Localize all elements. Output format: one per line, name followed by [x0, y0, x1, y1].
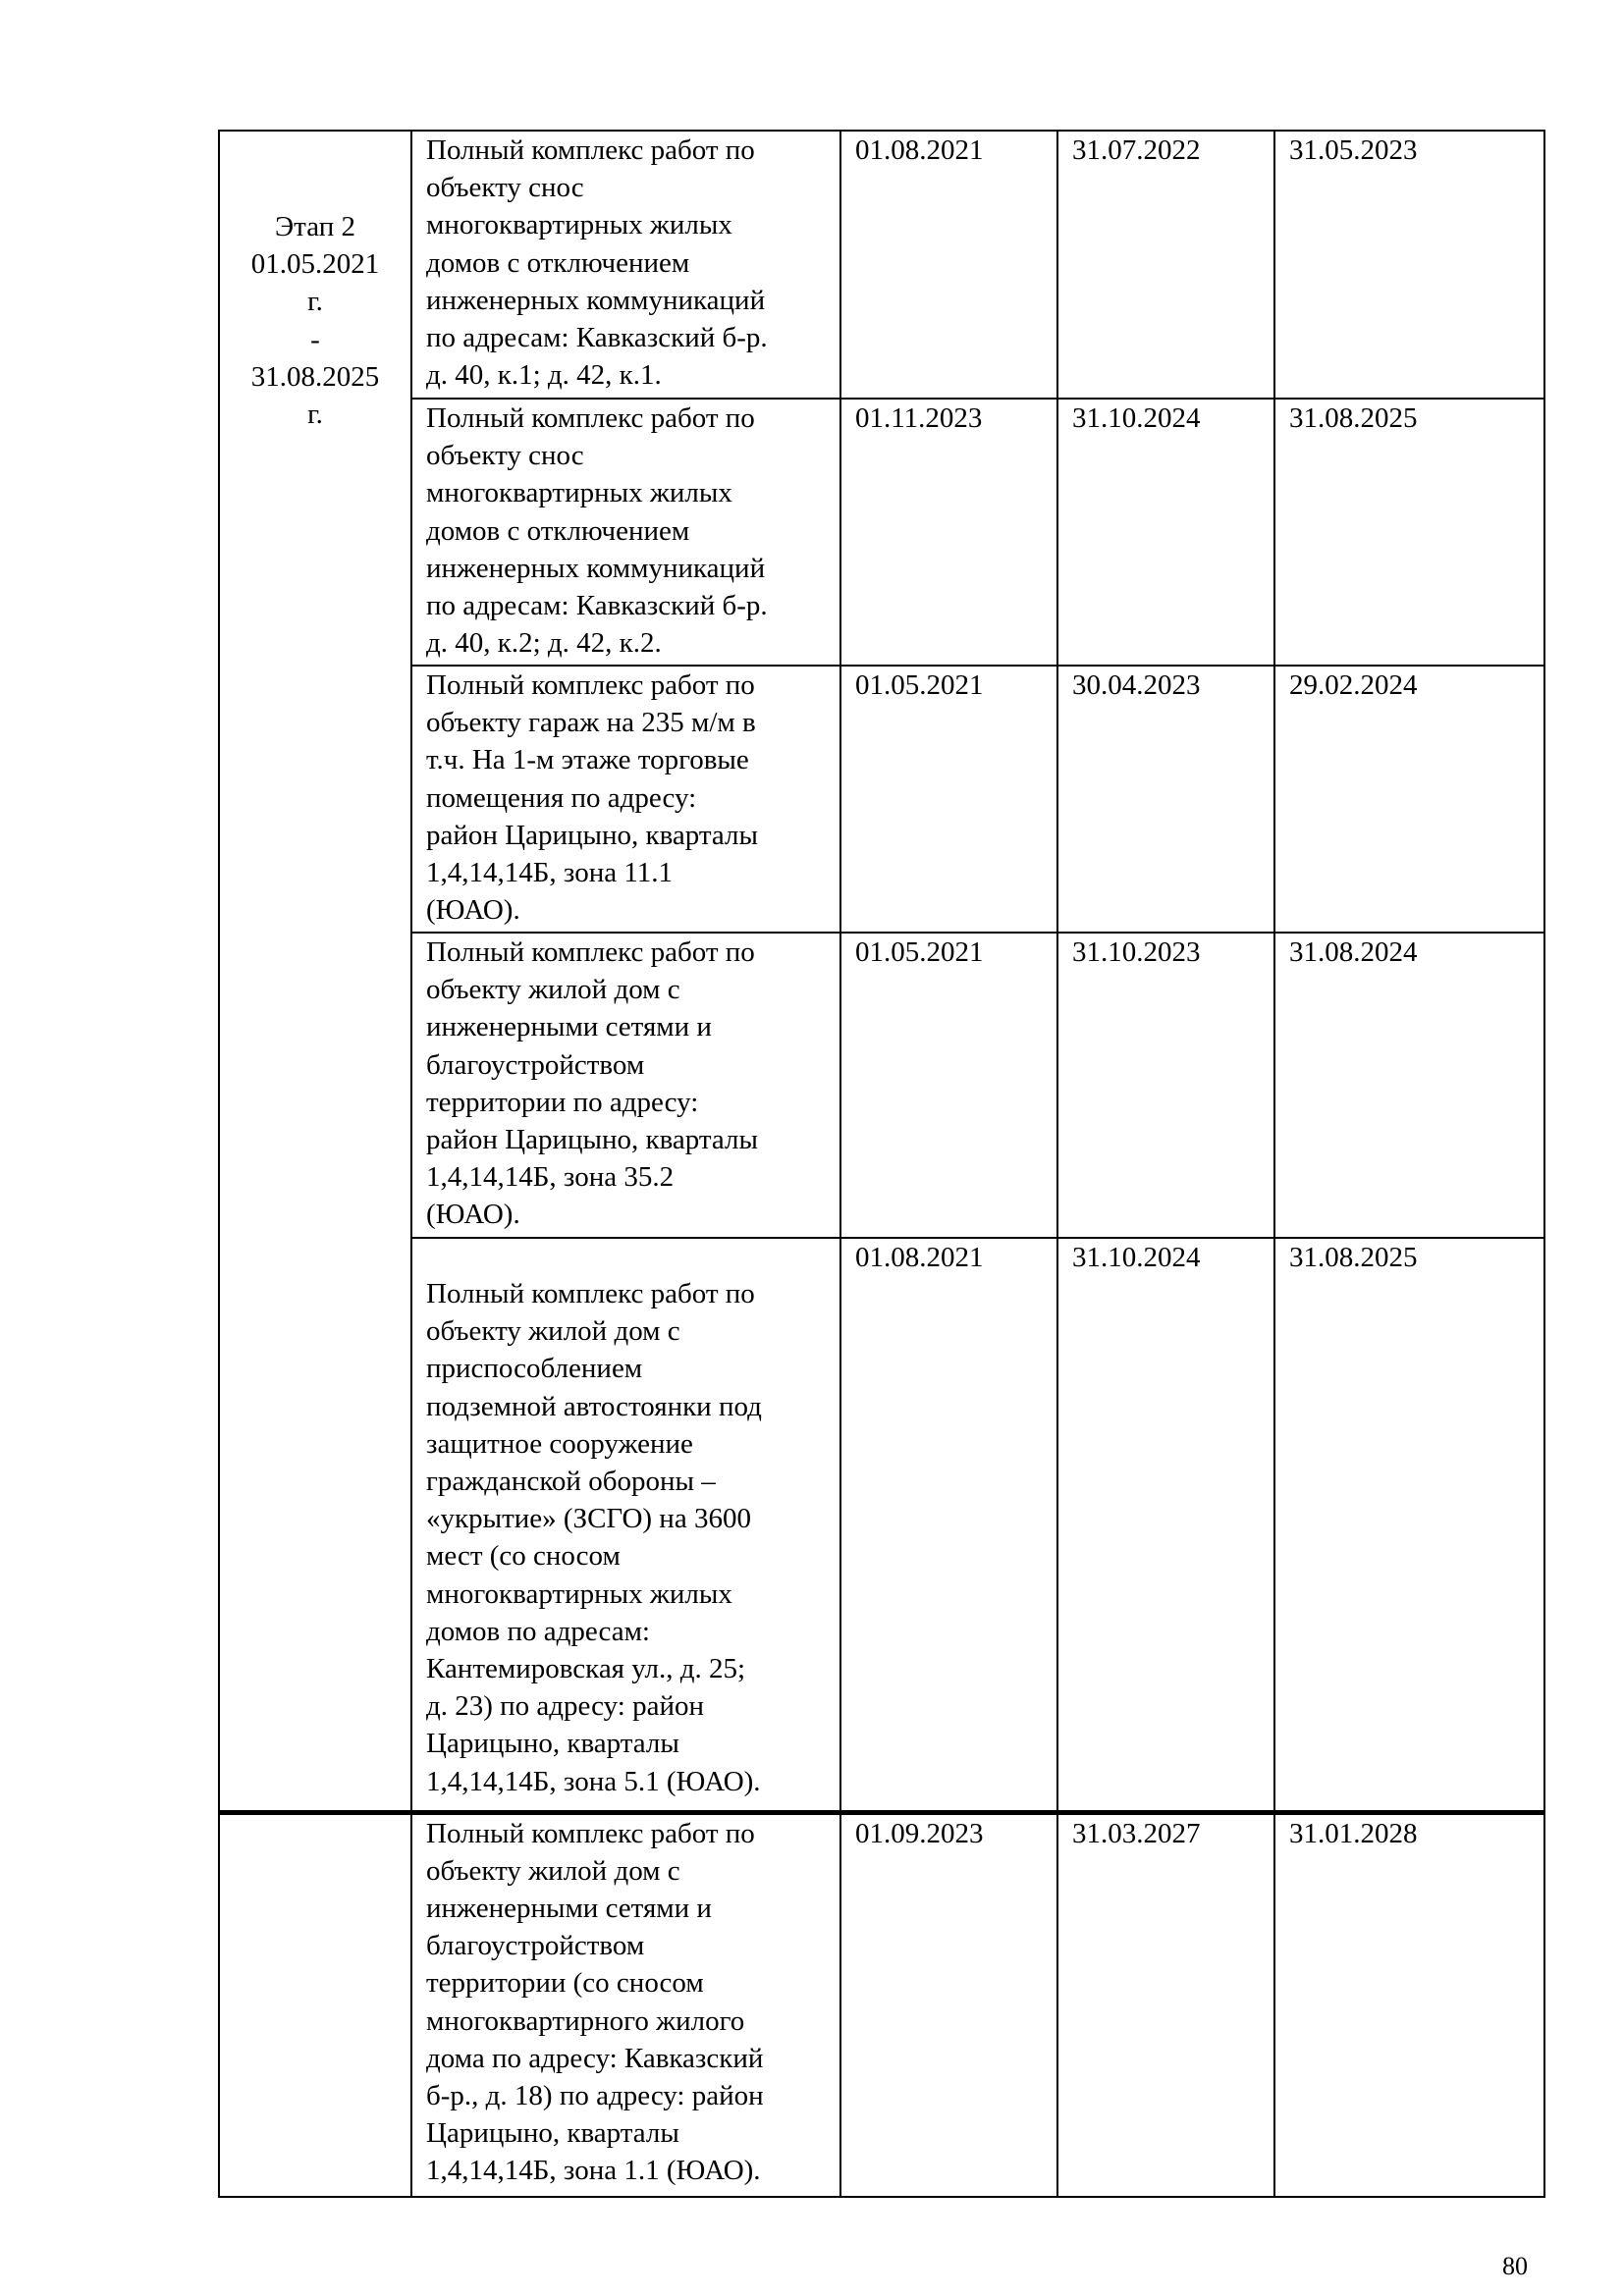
page-number: 80	[1502, 2252, 1528, 2280]
commission-date-cell	[1274, 666, 1544, 933]
description-cell	[411, 666, 840, 933]
start-date: 01.09.2023	[855, 1817, 984, 1849]
end-date-cell	[1057, 1238, 1274, 1812]
end-date: 31.10.2023	[1072, 936, 1201, 968]
start-date: 01.05.2021	[855, 936, 984, 968]
commission-date-cell	[1274, 131, 1544, 399]
description-cell	[411, 399, 840, 666]
work-description: Полный комплекс работ по объекту гараж на 235 м/м в т.ч. На 1-м этаже торговые помещения по адресу: район Царицыно, кварталы 1,4,14,14Б, зона 11.1 (ЮАО).	[426, 669, 759, 927]
end-date: 31.03.2027	[1072, 1817, 1201, 1849]
start-date-cell	[840, 1812, 1057, 2197]
commission-date: 31.01.2028	[1289, 1817, 1418, 1849]
stage-cell	[219, 131, 411, 1812]
start-date: 01.05.2021	[855, 669, 984, 701]
start-date-cell	[840, 399, 1057, 666]
start-date: 01.08.2021	[855, 1242, 984, 1273]
work-description: Полный комплекс работ по объекту жилой дом с приспособлением подземной автостоянки под защитное сооружение гражданской обороны – «укрытие» (ЗСГО) на 3600 мест (со сносом многоквартирных жилых домов по адресам: Кантемировская ул., д. 25; д. 23) по адресу: район Царицыно, кварталы 1,4,14,14Б, зона 5.1 (ЮАО).	[426, 1278, 762, 1797]
end-date-cell	[1057, 933, 1274, 1238]
table-row	[219, 131, 1544, 399]
commission-date: 31.05.2023	[1289, 134, 1418, 166]
start-date-cell	[840, 666, 1057, 933]
schedule-table	[218, 130, 1545, 2198]
start-date: 01.08.2021	[855, 134, 984, 166]
end-date-cell	[1057, 1812, 1274, 2197]
start-date: 01.11.2023	[855, 402, 983, 434]
stage-label: Этап 2 01.05.2021 г. - 31.08.2025 г.	[250, 211, 380, 431]
table-row	[219, 1812, 1544, 2197]
description-cell	[411, 1238, 840, 1812]
end-date: 30.04.2023	[1072, 669, 1201, 701]
start-date-cell	[840, 1238, 1057, 1812]
end-date-cell	[1057, 399, 1274, 666]
commission-date-cell	[1274, 1812, 1544, 2197]
end-date: 31.10.2024	[1072, 402, 1201, 434]
table-row	[219, 933, 1544, 1238]
stage-cell-empty	[219, 1812, 411, 2197]
commission-date: 31.08.2024	[1289, 936, 1418, 968]
start-date-cell	[840, 933, 1057, 1238]
commission-date-cell	[1274, 1238, 1544, 1812]
end-date: 31.10.2024	[1072, 1242, 1201, 1273]
commission-date-cell	[1274, 933, 1544, 1238]
commission-date: 31.08.2025	[1289, 402, 1418, 434]
table-row	[219, 666, 1544, 933]
start-date-cell	[840, 131, 1057, 399]
description-cell	[411, 1812, 840, 2197]
commission-date: 29.02.2024	[1289, 669, 1418, 701]
work-description: Полный комплекс работ по объекту снос многоквартирных жилых домов с отключением инженерных коммуникаций по адресам: Кавказский б-р. д. 40, к.1; д. 42, к.1.	[426, 134, 768, 392]
work-description: Полный комплекс работ по объекту жилой дом с инженерными сетями и благоустройством территории (со сносом многоквартирного жилого дома по адресу: Кавказский б-р., д. 18) по адресу: район Царицыно, кварталы 1,4,14,14Б, зона 1.1 (ЮАО).	[426, 1817, 764, 2187]
description-cell	[411, 933, 840, 1238]
end-date: 31.07.2022	[1072, 134, 1201, 166]
commission-date: 31.08.2025	[1289, 1242, 1418, 1273]
description-cell	[411, 131, 840, 399]
table-row	[219, 399, 1544, 666]
commission-date-cell	[1274, 399, 1544, 666]
table-row	[219, 1238, 1544, 1812]
work-description: Полный комплекс работ по объекту жилой дом с инженерными сетями и благоустройством территории по адресу: район Царицыно, кварталы 1,4,14,14Б, зона 35.2 (ЮАО).	[426, 936, 759, 1231]
work-description: Полный комплекс работ по объекту снос многоквартирных жилых домов с отключением инженерных коммуникаций по адресам: Кавказский б-р. д. 40, к.2; д. 42, к.2.	[426, 402, 768, 660]
end-date-cell	[1057, 666, 1274, 933]
end-date-cell	[1057, 131, 1274, 399]
